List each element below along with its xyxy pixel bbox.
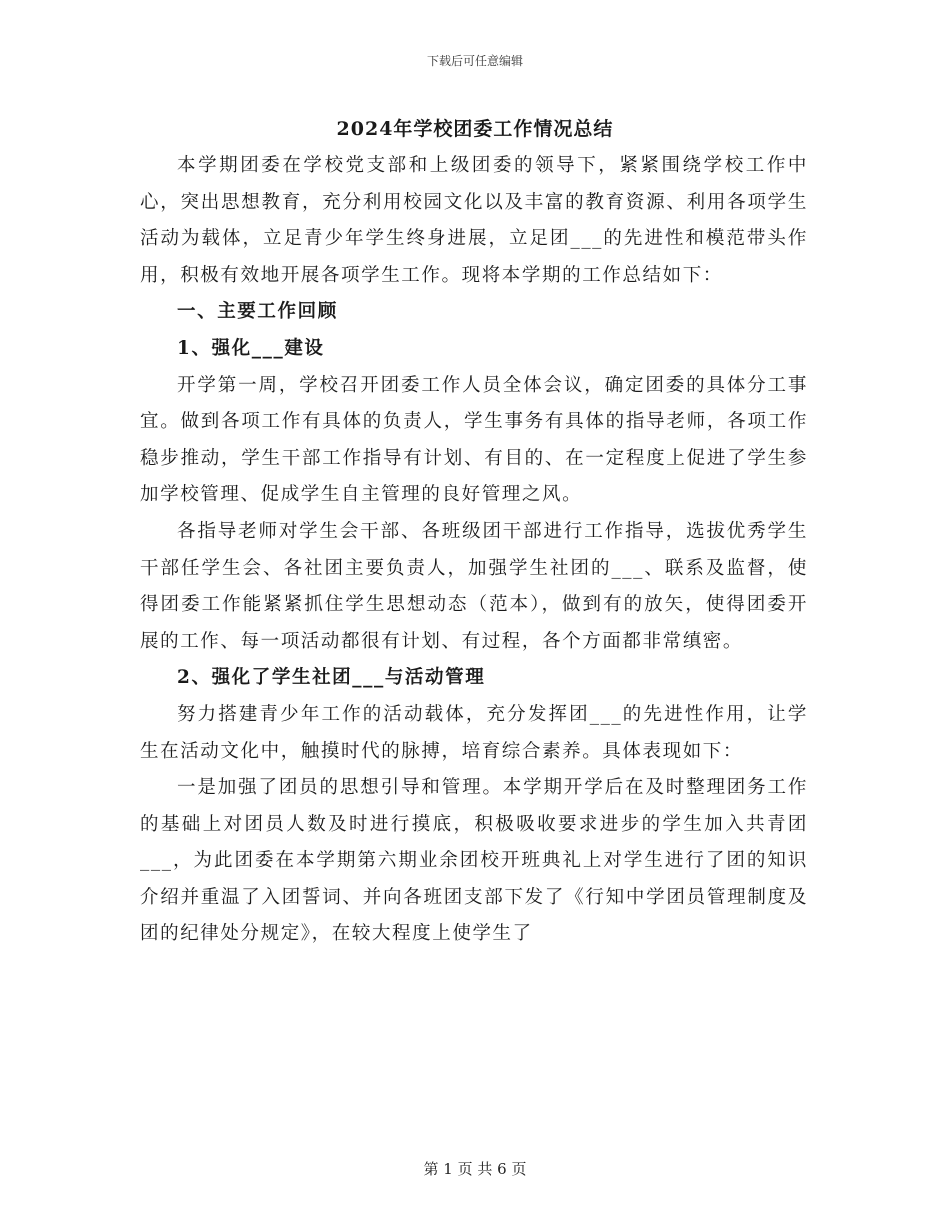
page-header-note: 下载后可任意编辑 xyxy=(426,54,523,68)
body-paragraph: 各指导老师对学生会干部、各班级团干部进行工作指导，选拔优秀学生干部任学生会、各社团主要负责人，加强学生社团的___、联系及监督，使得团委工作能紧紧抓住学生思想动态（范本），做到有的放矢，使得团委开展的工作、每一项活动都很有计划、有过程，各个方面都非常缜密。 xyxy=(140,520,808,652)
document-title: 2024年学校团委工作情况总结 xyxy=(336,118,614,140)
body-paragraph: 一是加强了团员的思想引导和管理。本学期开学后在及时整理团务工作的基础上对团员人数及时进行摸底，积极吸收要求进步的学生加入共青团___，为此团委在本学期第六期业余团校开班典礼上对学生进行了团的知识介绍并重温了入团誓词、并向各班团支部下发了《行知中学团员管理制度及团的纪律处分规定》，在较大程度上使学生了 xyxy=(140,777,808,945)
document-body xyxy=(140,148,808,953)
page-number-footer: 第 1 页 共 6 页 xyxy=(423,1160,527,1178)
subsection-heading-1: 1、强化___建设 xyxy=(177,337,325,359)
section-heading-main-review: 一、主要工作回顾 xyxy=(177,301,338,323)
subsection-heading-2: 2、强化了学生社团___与活动管理 xyxy=(177,667,486,689)
body-paragraph: 开学第一周，学校召开团委工作人员全体会议，确定团委的具体分工事宜。做到各项工作有具体的负责人，学生事务有具体的指导老师，各项工作稳步推动，学生干部工作指导有计划、有目的、在一定程度上促进了学生参加学校管理、促成学生自主管理的良好管理之风。 xyxy=(140,374,808,506)
intro-paragraph: 本学期团委在学校党支部和上级团委的领导下，紧紧围绕学校工作中心，突出思想教育，充分利用校园文化以及丰富的教育资源、利用各项学生活动为载体，立足青少年学生终身进展，立足团___的先进性和模范带头作用，积极有效地开展各项学生工作。现将本学期的工作总结如下： xyxy=(140,155,808,286)
body-paragraph: 努力搭建青少年工作的活动载体，充分发挥团___的先进性作用，让学生在活动文化中，触摸时代的脉搏，培育综合素养。具体表现如下： xyxy=(140,703,808,762)
